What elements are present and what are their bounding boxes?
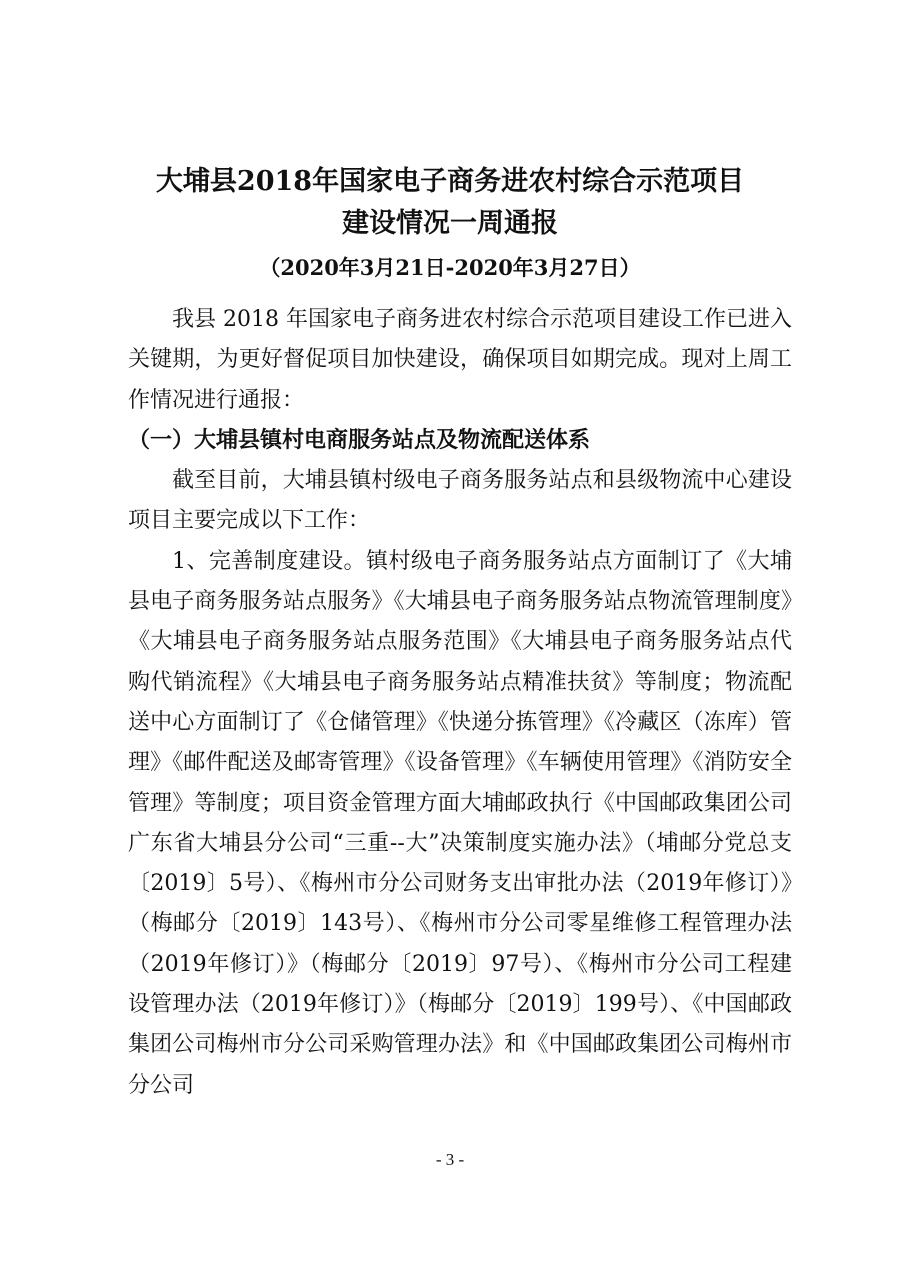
body-paragraph: 1、完善制度建设。镇村级电子商务服务站点方面制订了《大埔县电子商务服务站点服务》《大埔县电子商务服务站点物流管理制度》《大埔县电子商务服务站点服务范围》《大埔县电子商务服务站点代购代销流程》《大埔县电子商务服务站点精准扶贫》等制度；物流配送中心方面制订了《仓储管理》《快递分拣管理》《冷藏区（冻库）管理》《邮件配送及邮寄管理》《设备管理》《车辆使用管理》《消防安全管理》等制度；项目资金管理方面大埔邮政执行《中国邮政集团公司广东省大埔县分公司“三重--大”决策制度实施办法》（埔邮分党总支〔2019〕5号）、《梅州市分公司财务支出审批办法（2019年修订）》（梅邮分〔2019〕143号）、《梅州市分公司零星维修工程管理办法（2019年修订）》（梅邮分〔2019〕97号）、《梅州市分公司工程建设管理办法（2019年修订）》（梅邮分〔2019〕199号）、《中国邮政集团公司梅州市分公司采购管理办法》和《中国邮政集团公司梅州市分公司 bbox=[128, 548, 792, 1098]
document-body bbox=[128, 300, 792, 1106]
page-number: - 3 - bbox=[435, 1150, 465, 1169]
document-title-line2: 建设情况一周通报 bbox=[342, 208, 558, 239]
section-heading: （一）大埔县镇村电商服务站点及物流配送体系 bbox=[128, 427, 591, 453]
report-date-range: （2020年3月21日-2020年3月27日） bbox=[259, 255, 641, 280]
body-paragraph: 截至目前，大埔县镇村级电子商务服务站点和县级物流中心建设项目主要完成以下工作： bbox=[128, 468, 792, 534]
document-title: 大埔县2018年国家电子商务进农村综合示范项目 bbox=[155, 166, 745, 197]
intro-paragraph: 我县 2018 年国家电子商务进农村综合示范项目建设工作已进入关键期，为更好督促项目加快建设，确保项目如期完成。现对上周工作情况进行通报： bbox=[128, 307, 792, 413]
